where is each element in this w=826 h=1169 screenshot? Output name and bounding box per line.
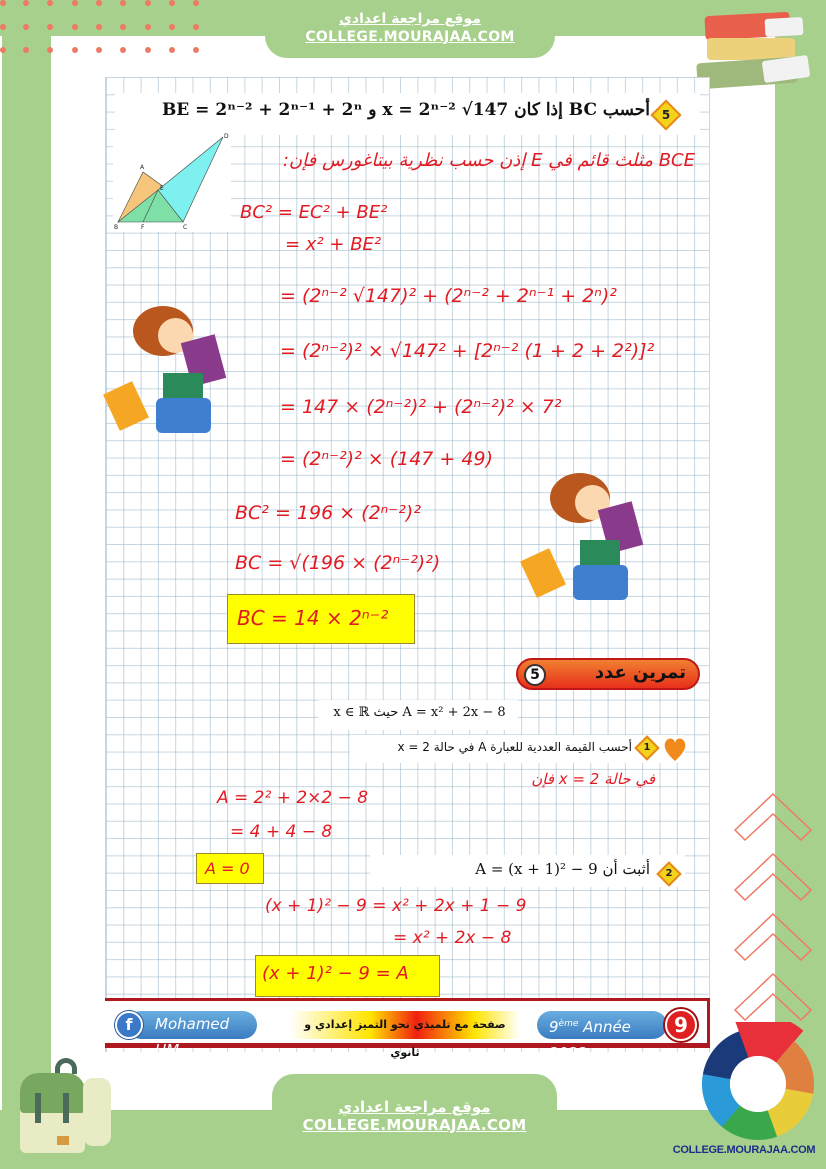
solution-step-2: = x² + BE² — [285, 234, 382, 255]
exercise-number: 5 — [524, 664, 546, 686]
site-banner-top[interactable] — [265, 0, 555, 58]
solution-step-8: BC = √(196 × (2ⁿ⁻²)²) — [235, 552, 441, 574]
site-banner-bottom-arabic: موقع مراجعة اعدادي — [338, 1098, 491, 1116]
q1-intro: في حالة x = 2 فإن — [531, 770, 655, 788]
facebook-icon[interactable]: f — [115, 1011, 143, 1039]
svg-text:F: F — [141, 224, 145, 231]
q1-step-2: = 4 + 4 − 8 — [230, 822, 333, 842]
q1-result: A = 0 — [205, 859, 250, 878]
decorative-dots — [0, 0, 210, 60]
q1-text: أحسب القيمة العددية للعبارة A في حالة x = 2 — [397, 740, 632, 754]
solution-step-1: BC² = EC² + BE² — [240, 202, 388, 223]
question-badge-5: 5 — [650, 99, 681, 130]
page-number-badge: 9 — [665, 1009, 697, 1041]
solution-step-7: BC² = 196 × (2ⁿ⁻²)² — [235, 502, 421, 524]
exercise-title-pill — [516, 658, 700, 690]
site-banner-bottom-url[interactable]: COLLEGE.MOURAJAA.COM — [302, 1116, 527, 1134]
q2-text: أثبت أن A = (x + 1)² − 9 — [475, 860, 650, 878]
logo-text: COLLEGE.MOURAJAA.COM — [672, 1144, 816, 1156]
solution-step-6: = (2ⁿ⁻²)² × (147 + 49) — [280, 448, 493, 470]
heart-icon — [663, 736, 687, 762]
decorative-chevrons — [733, 792, 813, 1032]
q2-step-2: = x² + 2x − 8 — [393, 928, 512, 948]
q1-step-1: A = 2² + 2×2 − 8 — [217, 788, 369, 808]
site-banner-top-arabic: موقع مراجعة اعدادي — [339, 11, 481, 27]
svg-text:C: C — [183, 224, 188, 231]
svg-text:E: E — [160, 185, 164, 192]
site-banner-top-url[interactable]: COLLEGE.MOURAJAA.COM — [305, 29, 515, 45]
college-mourajaa-logo[interactable] — [672, 1022, 826, 1162]
frame-left-band — [2, 36, 51, 1169]
q2-result: (x + 1)² − 9 = A — [262, 963, 409, 984]
backpack-icon — [15, 1058, 115, 1158]
page-footer-bar — [105, 998, 710, 1062]
solution-step-5: = 147 × (2ⁿ⁻²)² + (2ⁿ⁻²)² × 7² — [280, 396, 562, 418]
exercise-statement: أحسب BC إذا كان x = 2ⁿ⁻² √147 و BE = 2ⁿ⁻² + 2ⁿ⁻¹ + 2ⁿ — [161, 100, 650, 120]
solution-step-3: = (2ⁿ⁻² √147)² + (2ⁿ⁻² + 2ⁿ⁻¹ + 2ⁿ)² — [280, 285, 617, 307]
svg-text:B: B — [114, 224, 119, 231]
q2-step-1: (x + 1)² − 9 = x² + 2x + 1 − 9 — [265, 896, 527, 916]
exercise-title: تمرين عدد — [594, 662, 686, 683]
slogan: صفحة مع تلميذي نحو التميز إعدادي و ثانوي — [290, 1011, 520, 1039]
svg-text:A: A — [140, 164, 145, 171]
site-banner-bottom[interactable] — [272, 1074, 557, 1169]
triangle-figure — [113, 132, 231, 232]
question-badge-2: 2 — [656, 861, 681, 886]
cartoon-student-right — [525, 465, 660, 615]
svg-text:D: D — [224, 133, 229, 140]
facebook-name-pill[interactable]: Mohamed HM — [127, 1011, 257, 1039]
solution-step-4: = (2ⁿ⁻²)² × √147² + [2ⁿ⁻² (1 + 2 + 2²)]² — [280, 340, 655, 362]
given-expression: A = x² + 2x − 8 حيث x ∈ ℝ — [333, 705, 506, 720]
result-bc: BC = 14 × 2ⁿ⁻² — [237, 606, 389, 630]
solution-intro: BCE مثلث قائم في E إذن حسب نظرية بيتاغورس فإن: — [282, 150, 695, 171]
question-badge-1: 1 — [634, 735, 659, 760]
cartoon-student-left — [108, 298, 243, 448]
books-stack-icon — [695, 10, 810, 90]
grade-pill: 9ème Année 2022 — [537, 1011, 667, 1039]
